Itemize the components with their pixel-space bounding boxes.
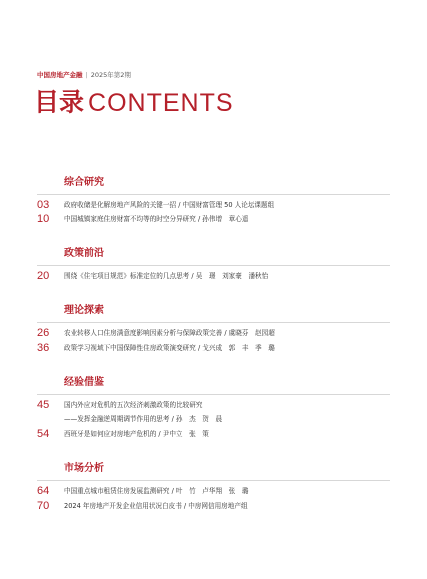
toc-entry[interactable] xyxy=(0,500,427,512)
page-number: 70 xyxy=(37,500,50,512)
article-title: 农业转移人口住房满意度影响因素分析与保障政策完善 / 虞晓芬 赵园超 xyxy=(64,329,275,337)
section-title: 政策前沿 xyxy=(64,248,104,259)
journal-name: 中国房地产金融 xyxy=(37,71,83,79)
section-title: 市场分析 xyxy=(64,463,104,474)
page-number: 54 xyxy=(37,428,50,440)
section-title: 综合研究 xyxy=(64,177,104,188)
toc-entry[interactable] xyxy=(0,399,427,411)
page-number: 64 xyxy=(37,485,50,497)
page-title-chinese: 目录 xyxy=(34,87,85,117)
article-title: 中国城镇家庭住房财富不均等的时空分异研究 / 孙伟增 章心遥 xyxy=(64,215,249,223)
section-divider xyxy=(37,194,390,195)
page-title xyxy=(34,86,234,118)
toc-entry[interactable] xyxy=(0,270,427,282)
page-number: 36 xyxy=(37,342,50,354)
masthead-separator: | xyxy=(85,71,88,79)
section-divider xyxy=(37,265,390,266)
article-title: 围绕《住宅项目规范》标准定位的几点思考 / 吴 璟 刘家豪 潘秋怡 xyxy=(64,272,269,280)
article-title: 国内外应对危机的五次经济刺激政策的比较研究 xyxy=(64,401,203,409)
section-divider xyxy=(37,394,390,395)
article-subtitle: ——发挥金融逆周期调节作用的思考 / 孙 杰 贺 晨 xyxy=(64,415,223,423)
page-title-english: CONTENTS xyxy=(88,88,234,117)
page-number: 26 xyxy=(37,327,50,339)
toc-entry[interactable] xyxy=(0,428,427,440)
page-number: 03 xyxy=(37,199,50,211)
toc-entry[interactable] xyxy=(0,342,427,354)
article-title: 政府收储是化解房地产风险的关键一招 / 中国财富管理 50 人论坛课题组 xyxy=(64,201,275,209)
toc-entry[interactable] xyxy=(0,485,427,497)
page-number: 20 xyxy=(37,270,50,282)
section-divider xyxy=(37,480,390,481)
masthead xyxy=(37,71,131,80)
page-number: 10 xyxy=(37,213,50,225)
article-title: 西班牙是如何应对房地产危机的 / 尹中立 张 策 xyxy=(64,430,209,438)
issue-label: 2025年第2期 xyxy=(90,71,131,79)
page-number: 45 xyxy=(37,399,50,411)
article-title: 中国重点城市租赁住房发展监测研究 / 叶 竹 卢华翔 张 璐 xyxy=(64,487,249,495)
section-divider xyxy=(37,322,390,323)
article-title: 2024 年房地产开发企业信用状况白皮书 / 中房网信用房地产组 xyxy=(64,502,248,510)
section-title: 经验借鉴 xyxy=(64,377,104,388)
section-title: 理论探索 xyxy=(64,305,104,316)
toc-entry[interactable] xyxy=(0,213,427,225)
toc-entry[interactable] xyxy=(0,327,427,339)
toc-entry-continuation[interactable] xyxy=(0,413,427,425)
toc-entry[interactable] xyxy=(0,199,427,211)
article-title: 政策学习视域下中国保障性住房政策演变研究 / 戈兴成 郭 丰 季 璐 xyxy=(64,344,275,352)
